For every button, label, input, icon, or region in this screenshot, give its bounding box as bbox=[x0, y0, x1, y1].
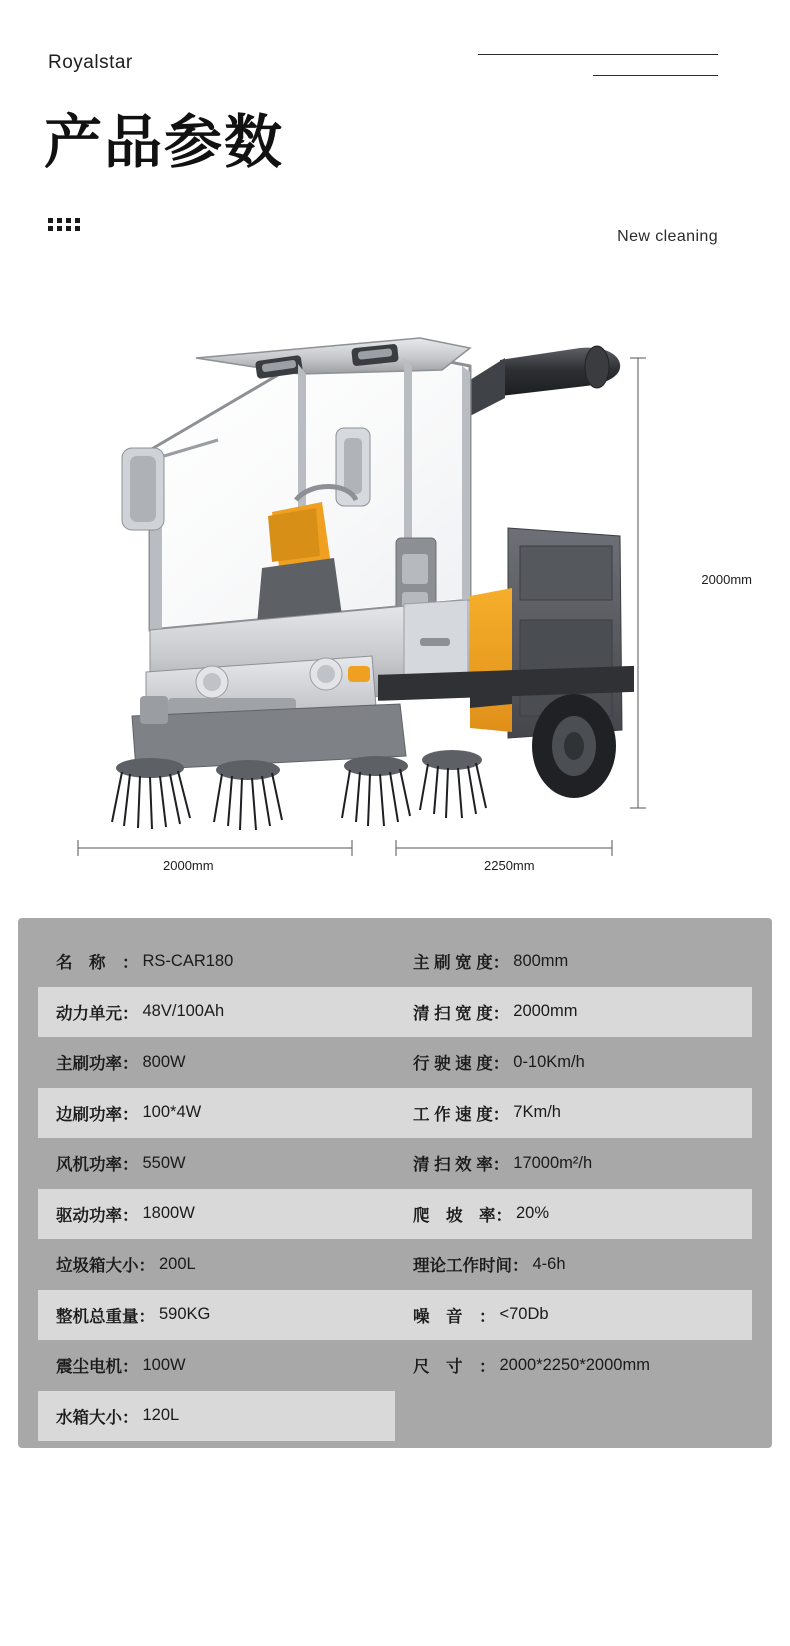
front-lamp bbox=[196, 666, 228, 698]
spec-row bbox=[38, 1138, 395, 1189]
door-handle bbox=[420, 638, 450, 646]
spec-row-empty bbox=[395, 1391, 752, 1442]
turn-signal bbox=[348, 666, 370, 682]
spec-value: RS-CAR180 bbox=[142, 951, 234, 970]
spec-row bbox=[38, 987, 395, 1038]
dot bbox=[66, 226, 71, 231]
spec-value: 590KG bbox=[159, 1305, 211, 1324]
spec-key: 清 扫 效 率： bbox=[413, 1156, 510, 1175]
dot bbox=[57, 218, 62, 223]
spec-value: 48V/100Ah bbox=[142, 1002, 225, 1021]
subtitle-english: New cleaning bbox=[617, 228, 718, 245]
side-brush bbox=[112, 758, 190, 829]
spec-key: 震尘电机： bbox=[56, 1358, 139, 1377]
spec-row bbox=[38, 1290, 395, 1341]
dot bbox=[48, 226, 53, 231]
spec-row bbox=[395, 1037, 752, 1088]
side-brush bbox=[342, 756, 410, 826]
spec-value: 550W bbox=[142, 1153, 186, 1172]
header-rule-group bbox=[478, 54, 718, 76]
spec-key: 爬 坡 率： bbox=[413, 1206, 512, 1225]
spec-key: 尺 寸 ： bbox=[413, 1358, 496, 1377]
spec-row bbox=[38, 1189, 395, 1240]
spec-value: 800mm bbox=[513, 951, 569, 970]
spec-value: 1800W bbox=[142, 1204, 195, 1223]
brush-arm bbox=[140, 696, 168, 724]
spec-row bbox=[395, 1088, 752, 1139]
dot bbox=[75, 218, 80, 223]
spec-key: 行 驶 速 度： bbox=[413, 1055, 510, 1074]
spec-key: 理论工作时间： bbox=[413, 1257, 529, 1276]
decorative-dots bbox=[48, 218, 82, 234]
spec-key: 整机总重量： bbox=[56, 1307, 155, 1326]
spec-key: 主刷功率： bbox=[56, 1055, 139, 1074]
dimension-height-label: 2000mm bbox=[701, 572, 752, 587]
spec-key: 垃圾箱大小： bbox=[56, 1257, 155, 1276]
sweeper-illustration bbox=[0, 300, 790, 910]
dot bbox=[66, 218, 71, 223]
spec-key: 水箱大小： bbox=[56, 1408, 139, 1427]
spec-value: 2000*2250*2000mm bbox=[499, 1355, 650, 1374]
product-image-area bbox=[0, 300, 790, 910]
spec-value: 200L bbox=[159, 1254, 196, 1273]
spec-row bbox=[38, 936, 395, 987]
spec-row bbox=[38, 1340, 395, 1391]
spec-row bbox=[38, 1391, 395, 1442]
spec-key: 噪 音 ： bbox=[413, 1307, 496, 1326]
spec-row bbox=[38, 1239, 395, 1290]
spec-row bbox=[38, 1037, 395, 1088]
spec-key: 名 称 ： bbox=[56, 954, 139, 973]
spec-key: 主 刷 宽 度： bbox=[413, 954, 510, 973]
rear-wheel bbox=[532, 694, 616, 798]
spec-key: 风机功率： bbox=[56, 1156, 139, 1175]
header-rule-short bbox=[593, 75, 718, 76]
header-rule-long bbox=[478, 54, 718, 55]
spec-value: 800W bbox=[142, 1052, 186, 1071]
spec-row bbox=[395, 1138, 752, 1189]
spec-key: 边刷功率： bbox=[56, 1105, 139, 1124]
spec-value: 0-10Km/h bbox=[513, 1052, 585, 1071]
brand-logo: Royalstar bbox=[48, 52, 133, 73]
dot bbox=[57, 226, 62, 231]
spec-row bbox=[395, 1340, 752, 1391]
front-lamp bbox=[310, 658, 342, 690]
specification-panel bbox=[18, 918, 772, 1448]
spec-value: 17000m²/h bbox=[513, 1153, 593, 1172]
dot bbox=[48, 218, 53, 223]
dimension-width-label: 2000mm bbox=[163, 858, 214, 873]
spec-value: 4-6h bbox=[532, 1254, 566, 1273]
spec-key: 工 作 速 度： bbox=[413, 1105, 510, 1124]
dot bbox=[75, 226, 80, 231]
spec-row bbox=[395, 1290, 752, 1341]
spec-key: 驱动功率： bbox=[56, 1206, 139, 1225]
spec-value: <70Db bbox=[499, 1305, 549, 1324]
spec-row bbox=[395, 936, 752, 987]
spec-row bbox=[38, 1088, 395, 1139]
spec-key: 清 扫 宽 度： bbox=[413, 1004, 510, 1023]
spec-value: 7Km/h bbox=[513, 1103, 561, 1122]
side-brush bbox=[420, 750, 486, 818]
page-title: 产品参数 bbox=[44, 110, 285, 175]
spec-value: 2000mm bbox=[513, 1002, 578, 1021]
spec-row bbox=[395, 987, 752, 1038]
spec-value: 20% bbox=[516, 1204, 550, 1223]
spec-key: 动力单元： bbox=[56, 1004, 139, 1023]
dimension-length-label: 2250mm bbox=[484, 858, 535, 873]
spec-row bbox=[395, 1239, 752, 1290]
spec-row bbox=[395, 1189, 752, 1240]
spec-value: 100*4W bbox=[142, 1103, 202, 1122]
spec-value: 100W bbox=[142, 1355, 186, 1374]
side-brush bbox=[214, 760, 282, 830]
spec-value: 120L bbox=[142, 1406, 180, 1425]
specification-grid bbox=[38, 936, 752, 1441]
